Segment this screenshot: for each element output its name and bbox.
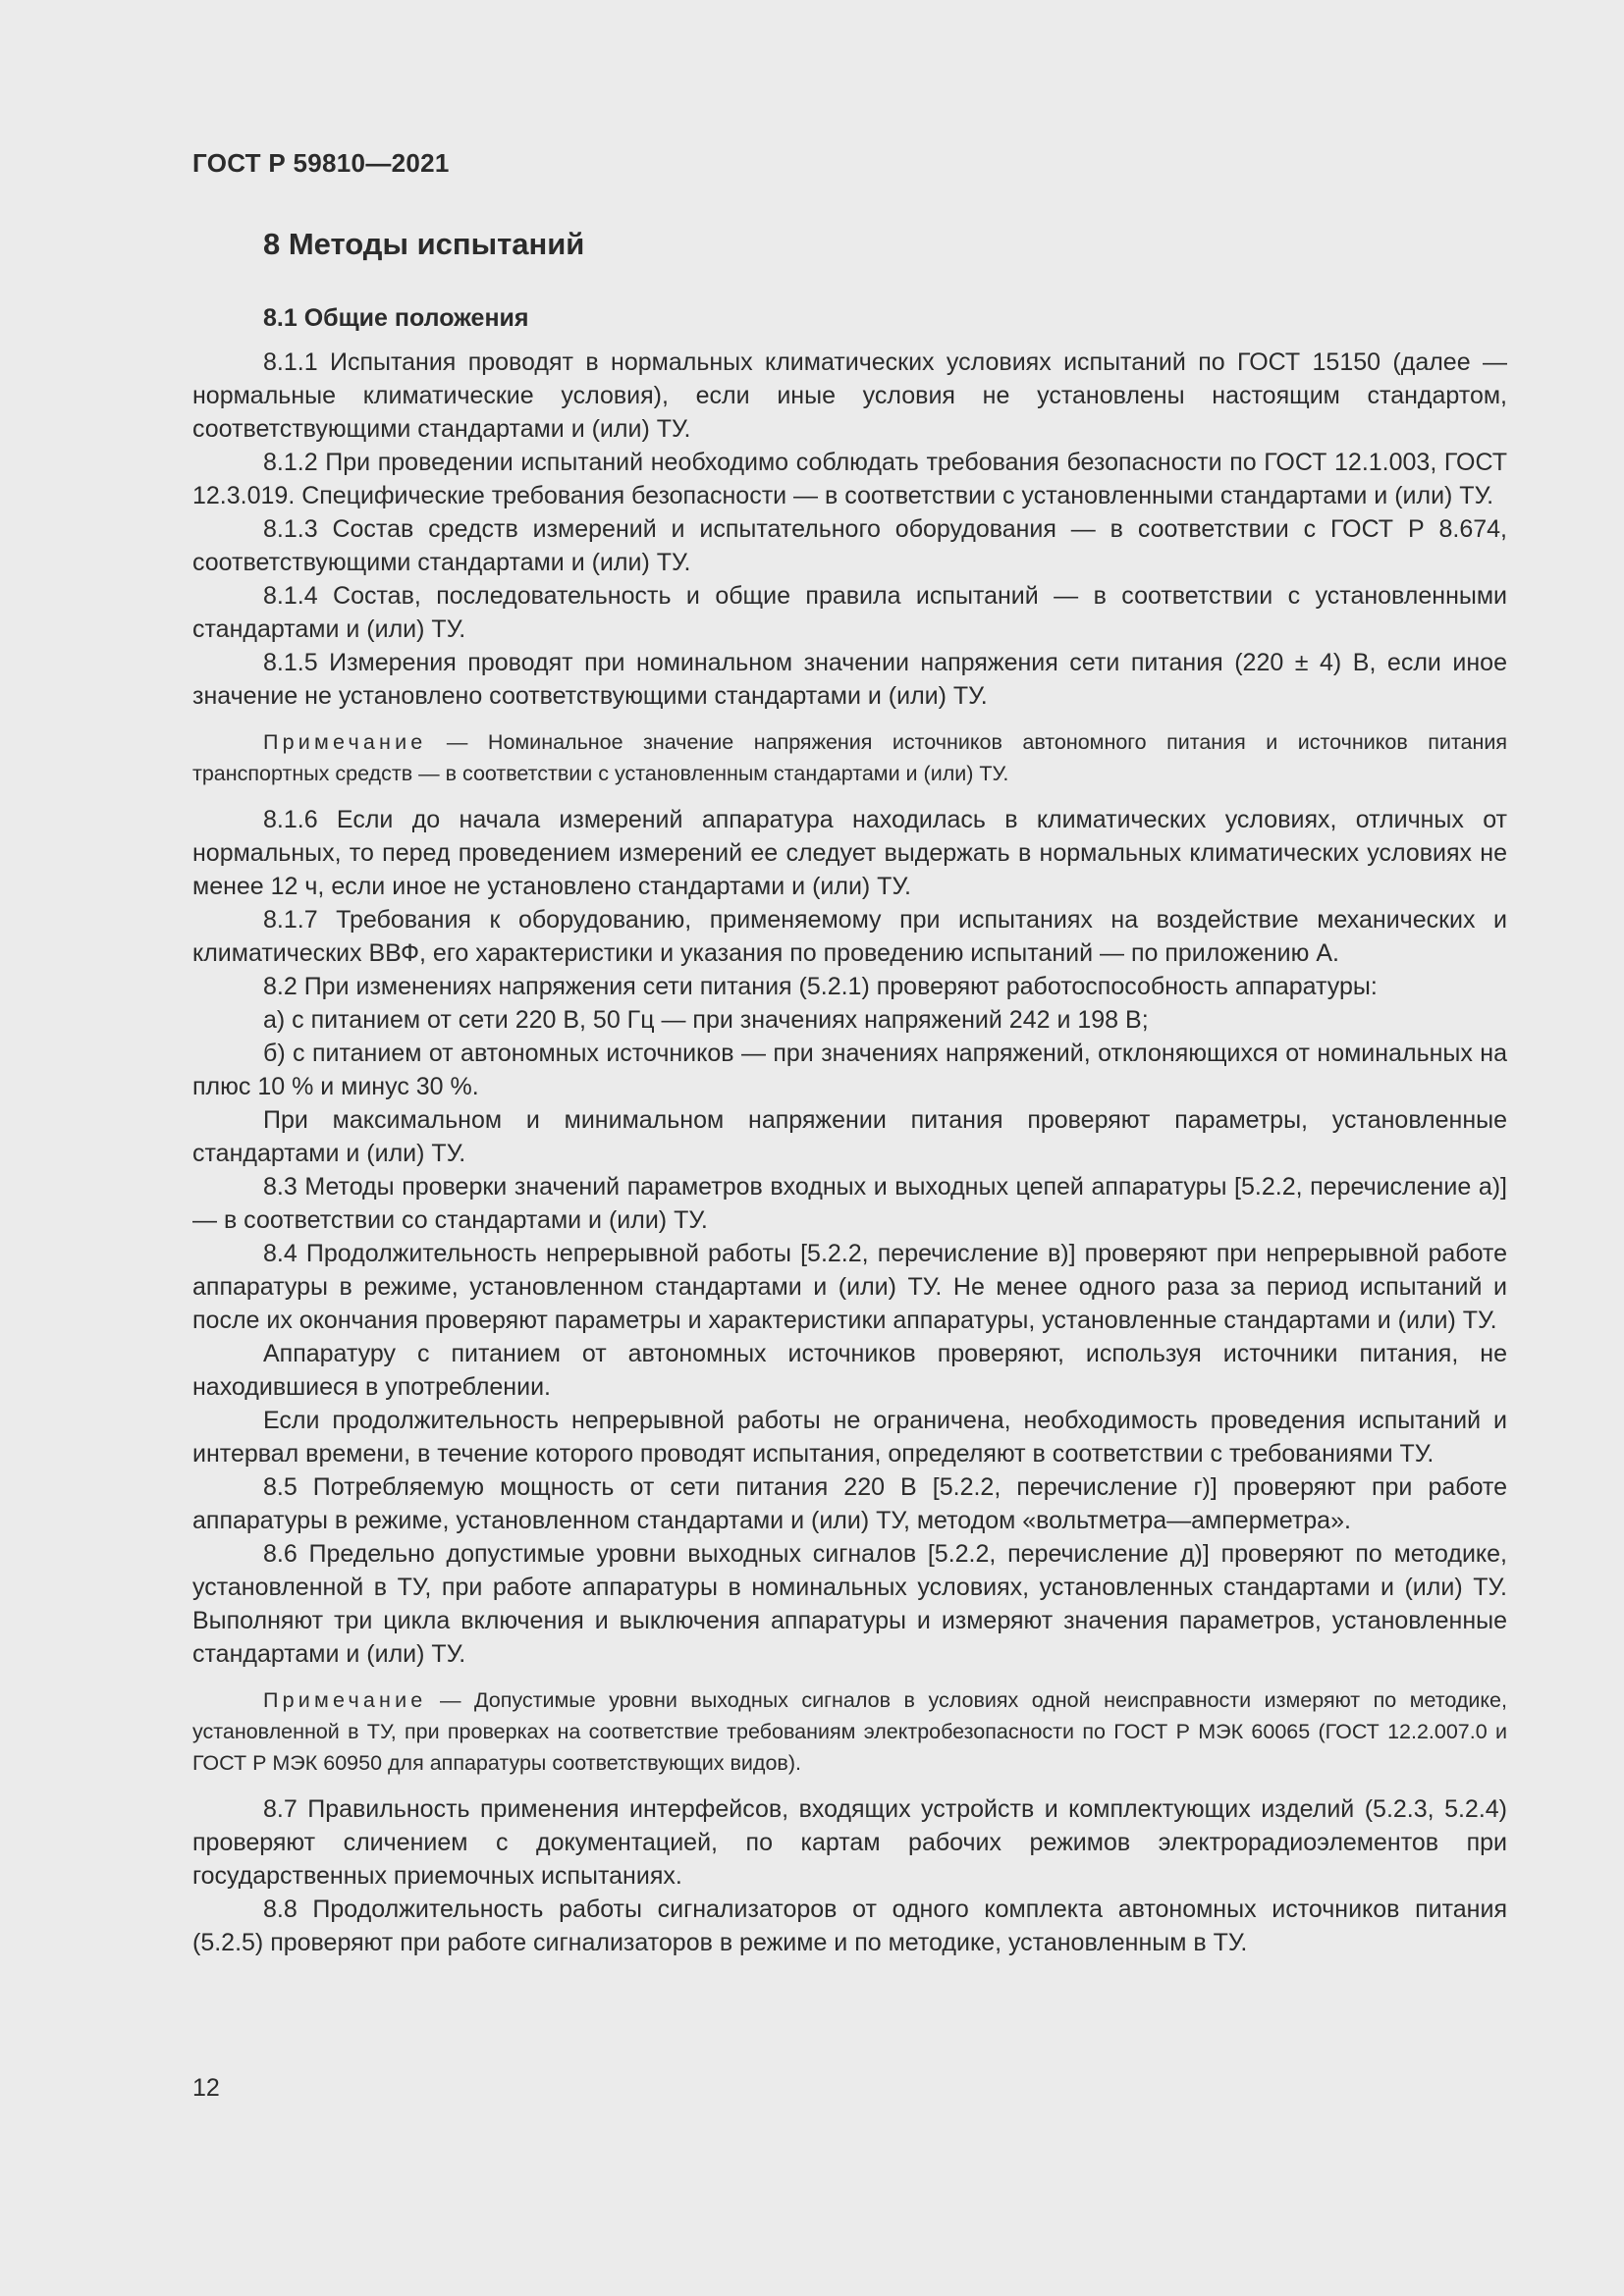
list-item: б) с питанием от автономных источников — при значениях напряжений, отклоняющихся от номинальных на плюс 10 % и минус 30 %. [192, 1040, 1507, 1100]
paragraph: 8.8 Продолжительность работы сигнализаторов от одного комплекта автономных источников питания (5.2.5) проверяют при работе сигнализаторов в режиме и по методике, установленным в ТУ. [192, 1896, 1507, 1956]
note-text: — Допустимые уровни выходных сигналов в условиях одной неисправности измеряют по методике, установленной в ТУ, при проверках на соответствие требованиям электробезопасности по ГОСТ Р МЭК 60065 (ГОСТ 12.2.007.0 и ГОСТ Р МЭК 60950 для аппаратуры соответствующих видов). [192, 1688, 1507, 1775]
paragraph: 8.1.6 Если до начала измерений аппаратура находилась в климатических условиях, отличных от нормальных, то перед проведением измерений ее следует выдержать в нормальных климатических условиях не менее 12 ч, если иное не установлено стандартами и (или) ТУ. [192, 806, 1507, 900]
paragraph: 8.1.3 Состав средств измерений и испытательного оборудования — в соответствии с ГОСТ Р 8.674, соответствующими стандартами и (или) ТУ. [192, 515, 1507, 576]
page-body [192, 222, 1507, 1959]
paragraph: 8.2 При изменениях напряжения сети питания (5.2.1) проверяют работоспособность аппаратуры: [263, 973, 1378, 1000]
note-label: Примечание [263, 730, 427, 754]
note [192, 726, 1507, 789]
subsection-title: 8.1 Общие положения [263, 304, 529, 332]
note-label: Примечание [263, 1688, 427, 1712]
paragraph: 8.1.7 Требования к оборудованию, применяемому при испытаниях на воздействие механических и климатических ВВФ, его характеристики и указания по проведению испытаний — по приложению А. [192, 906, 1507, 967]
section-title: 8 Методы испытаний [263, 227, 585, 261]
paragraph: При максимальном и минимальном напряжении питания проверяют параметры, установленные стандартами и (или) ТУ. [192, 1106, 1507, 1167]
paragraph: 8.1.2 При проведении испытаний необходимо соблюдать требования безопасности по ГОСТ 12.1.003, ГОСТ 12.3.019. Специфические требования безопасности — в соответствии с установленными стандартами и (или) ТУ. [192, 449, 1507, 509]
paragraph: 8.1.5 Измерения проводят при номинальном значении напряжения сети питания (220 ± 4) В, если иное значение не установлено соответствующими стандартами и (или) ТУ. [192, 649, 1507, 710]
paragraph: 8.1.4 Состав, последовательность и общие правила испытаний — в соответствии с установленными стандартами и (или) ТУ. [192, 582, 1507, 643]
note [192, 1684, 1507, 1779]
note-text: — Номинальное значение напряжения источников автономного питания и источников питания транспортных средств — в соответствии с установленным стандартами и (или) ТУ. [192, 730, 1507, 785]
paragraph: Аппаратуру с питанием от автономных источников проверяют, используя источники питания, не находившиеся в употреблении. [192, 1340, 1507, 1401]
page-number: 12 [192, 2074, 220, 2102]
list-item: а) с питанием от сети 220 В, 50 Гц — при значениях напряжений 242 и 198 В; [263, 1006, 1149, 1034]
paragraph: 8.5 Потребляемую мощность от сети питания 220 В [5.2.2, перечисление г)] проверяют при работе аппаратуры в режиме, установленном стандартами и (или) ТУ, методом «вольтметра—амперметра». [192, 1473, 1507, 1534]
paragraph: 8.7 Правильность применения интерфейсов, входящих устройств и комплектующих изделий (5.2.3, 5.2.4) проверяют сличением с документацией, по картам рабочих режимов электрорадиоэлементов при государственных приемочных испытаниях. [192, 1795, 1507, 1890]
paragraph: Если продолжительность непрерывной работы не ограничена, необходимость проведения испытаний и интервал времени, в течение которого проводят испытания, определяют в соответствии с требованиями ТУ. [192, 1407, 1507, 1468]
body-text [192, 346, 1507, 1959]
paragraph: 8.6 Предельно допустимые уровни выходных сигналов [5.2.2, перечисление д)] проверяют по методике, установленной в ТУ, при работе аппаратуры в номинальных условиях, установленных стандартами и (или) ТУ. Выполняют три цикла включения и выключения аппаратуры и измеряют значения параметров, установленные стандартами и (или) ТУ. [192, 1540, 1507, 1668]
paragraph: 8.4 Продолжительность непрерывной работы [5.2.2, перечисление в)] проверяют при непрерывной работе аппаратуры в режиме, установленном стандартами и (или) ТУ. Не менее одного раза за период испытаний и после их окончания проверяют параметры и характеристики аппаратуры, установленные стандартами и (или) ТУ. [192, 1240, 1507, 1334]
document-header-id: ГОСТ Р 59810—2021 [192, 148, 450, 178]
paragraph: 8.3 Методы проверки значений параметров входных и выходных цепей аппаратуры [5.2.2, перечисление а)] — в соответствии со стандартами и (или) ТУ. [192, 1173, 1507, 1234]
paragraph: 8.1.1 Испытания проводят в нормальных климатических условиях испытаний по ГОСТ 15150 (далее — нормальные климатические условия), если иные условия не установлены настоящим стандартом, соответствующими стандартами и (или) ТУ. [192, 348, 1507, 443]
